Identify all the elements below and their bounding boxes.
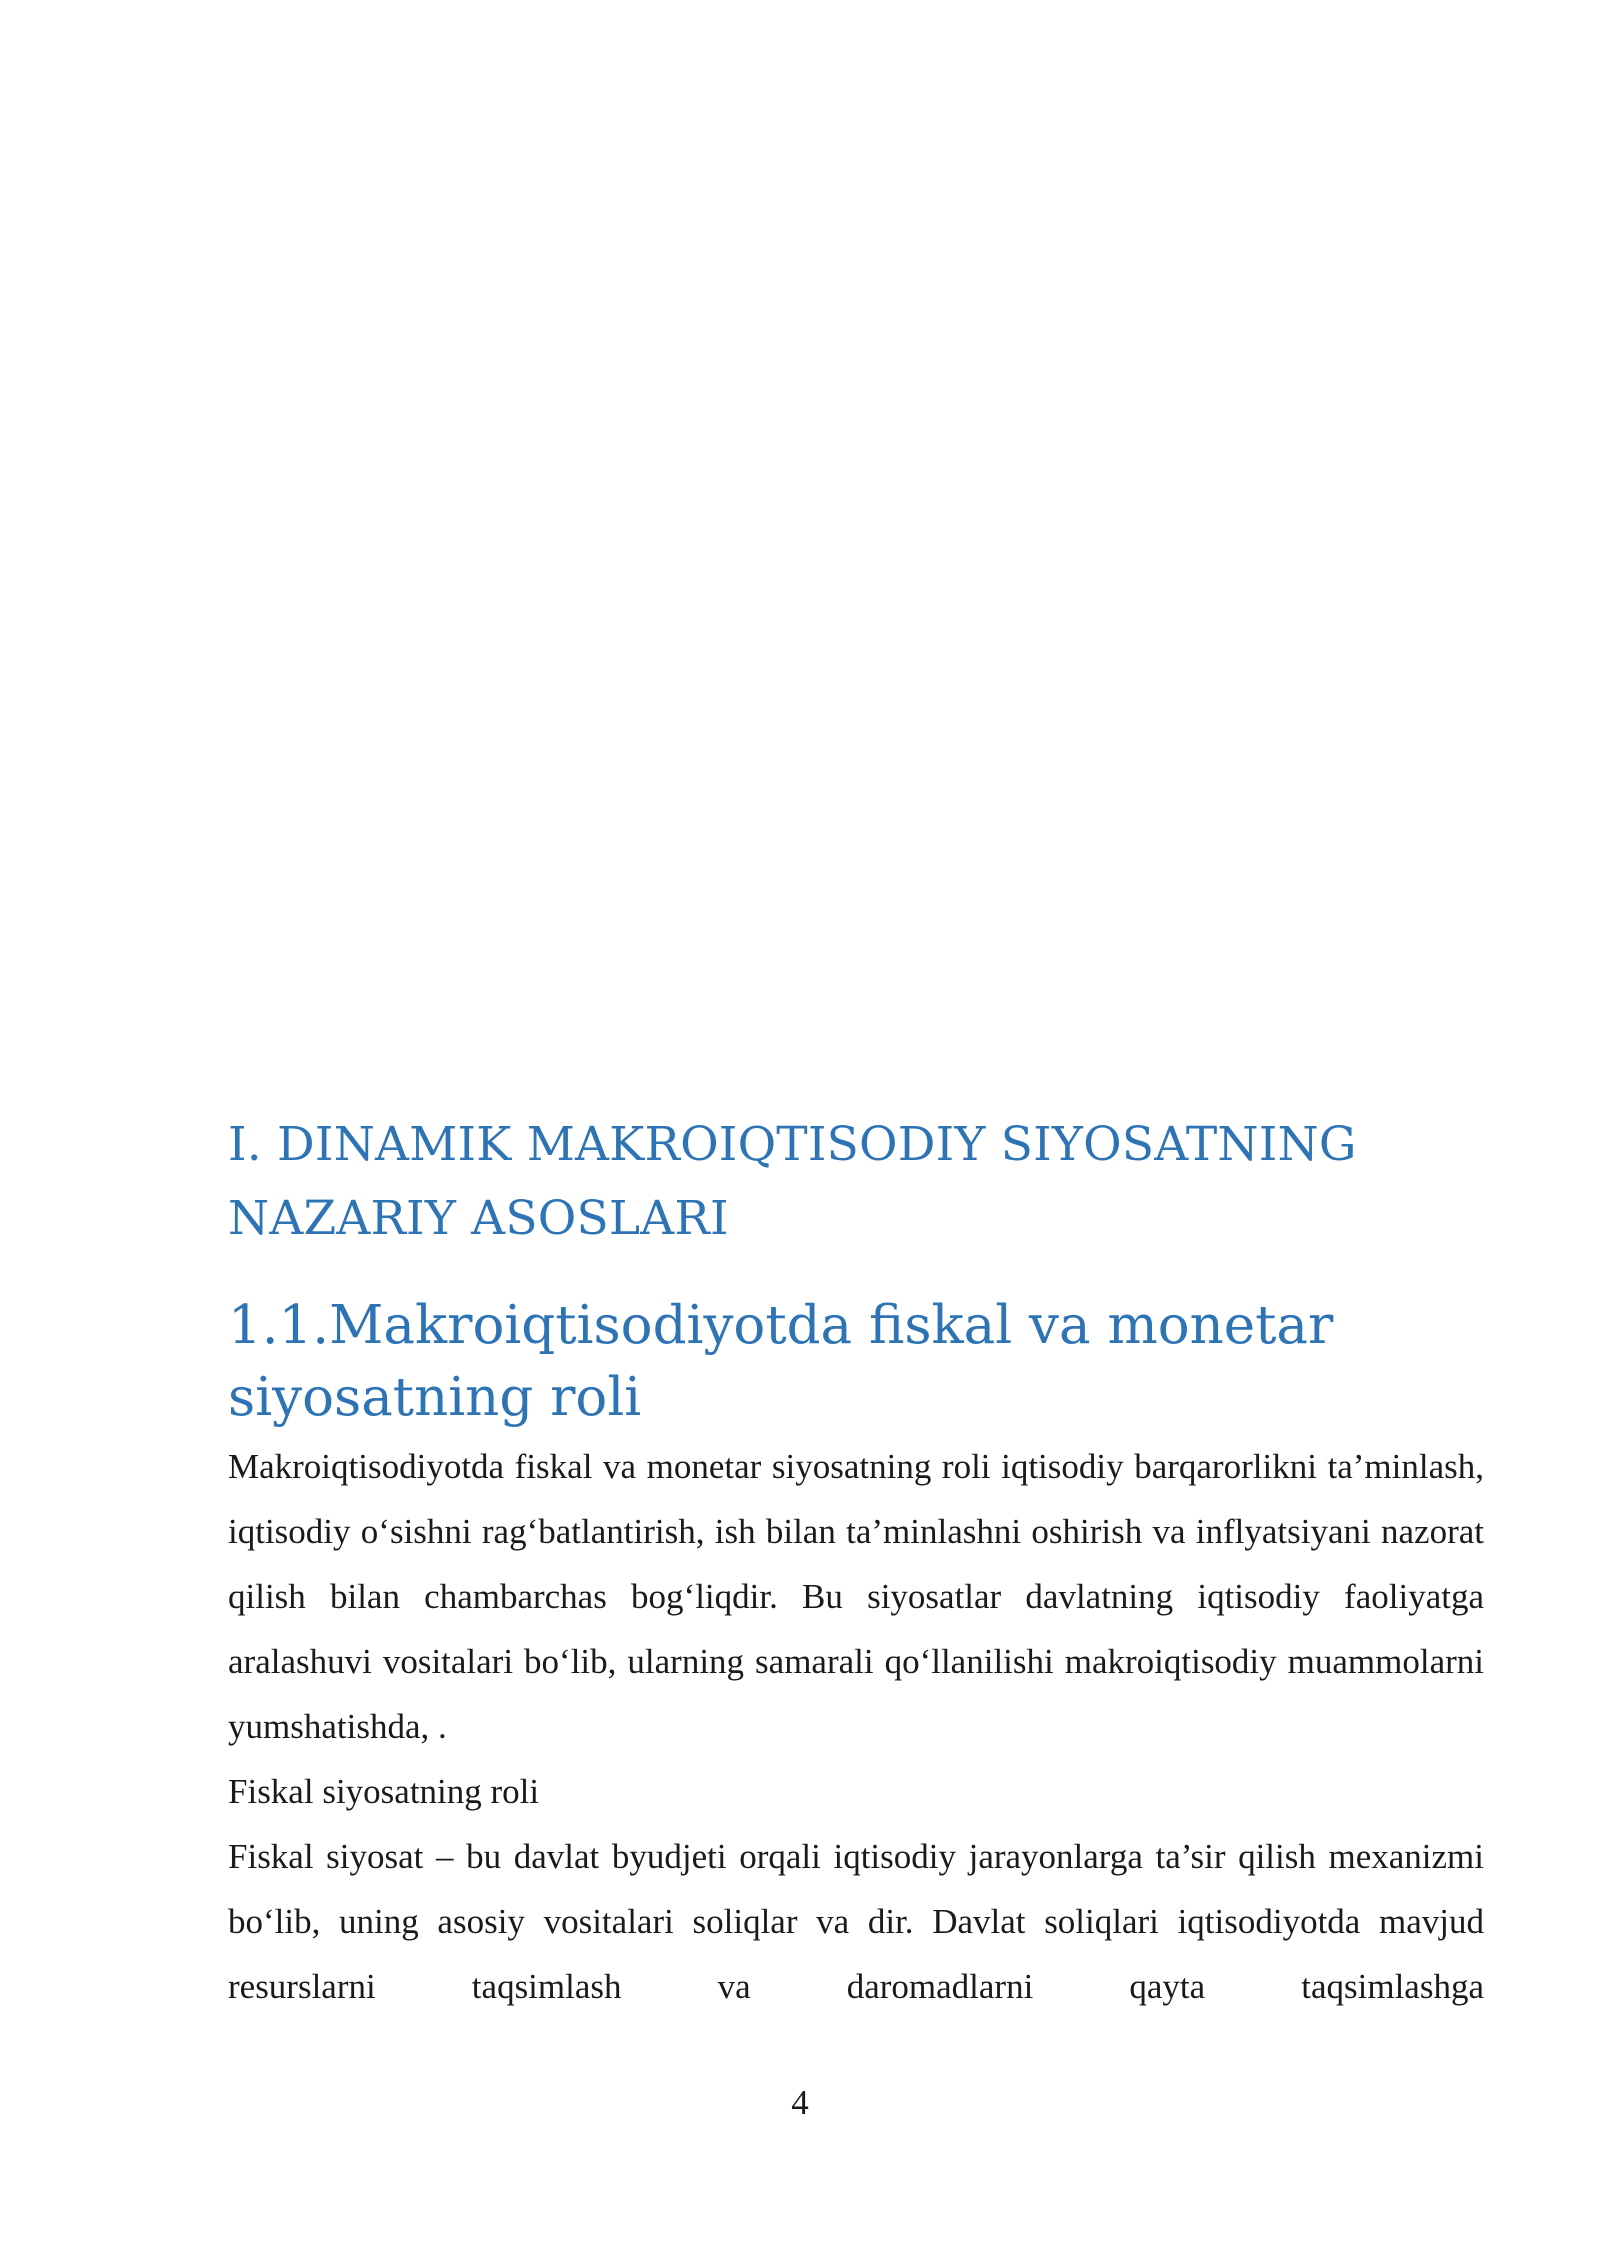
page-content bbox=[228, 1108, 1484, 2019]
body-paragraph: Makroiqtisodiyotda fiskal va monetar siyosatning roli iqtisodiy barqarorlikni ta’minlash, iqtisodiy o‘sishni rag‘batlantirish, ish bilan ta’minlashni oshirish va inflyatsiyani nazorat qilish bilan chambarchas bog‘liqdir. Bu siyosatlar davlatning iqtisodiy faoliyatga aralashuvi vositalari bo‘lib, ularning samarali qo‘llanilishi makroiqtisodiy muammolarni yumshatishda, . bbox=[228, 1447, 1484, 1746]
subheading: Fiskal siyosatning roli bbox=[228, 1772, 540, 1811]
body-paragraph: Fiskal siyosat – bu davlat byudjeti orqali iqtisodiy jarayonlarga ta’sir qilish mexanizmi bo‘lib, uning asosiy vositalari soliqlar va dir. Davlat soliqlari iqtisodiyotda mavjud resurslarni taqsimlash va daromadlarni qayta taqsimlashga bbox=[228, 1837, 1484, 2006]
chapter-heading: I. DINAMIK MAKROIQTISODIY SIYOSATNING NAZARIY ASOSLARI bbox=[228, 1117, 1357, 1246]
page-number: 4 bbox=[791, 2083, 809, 2122]
section-heading: 1.1.Makroiqtisodiyotda fiskal va monetar siyosatning roli bbox=[228, 1295, 1334, 1428]
